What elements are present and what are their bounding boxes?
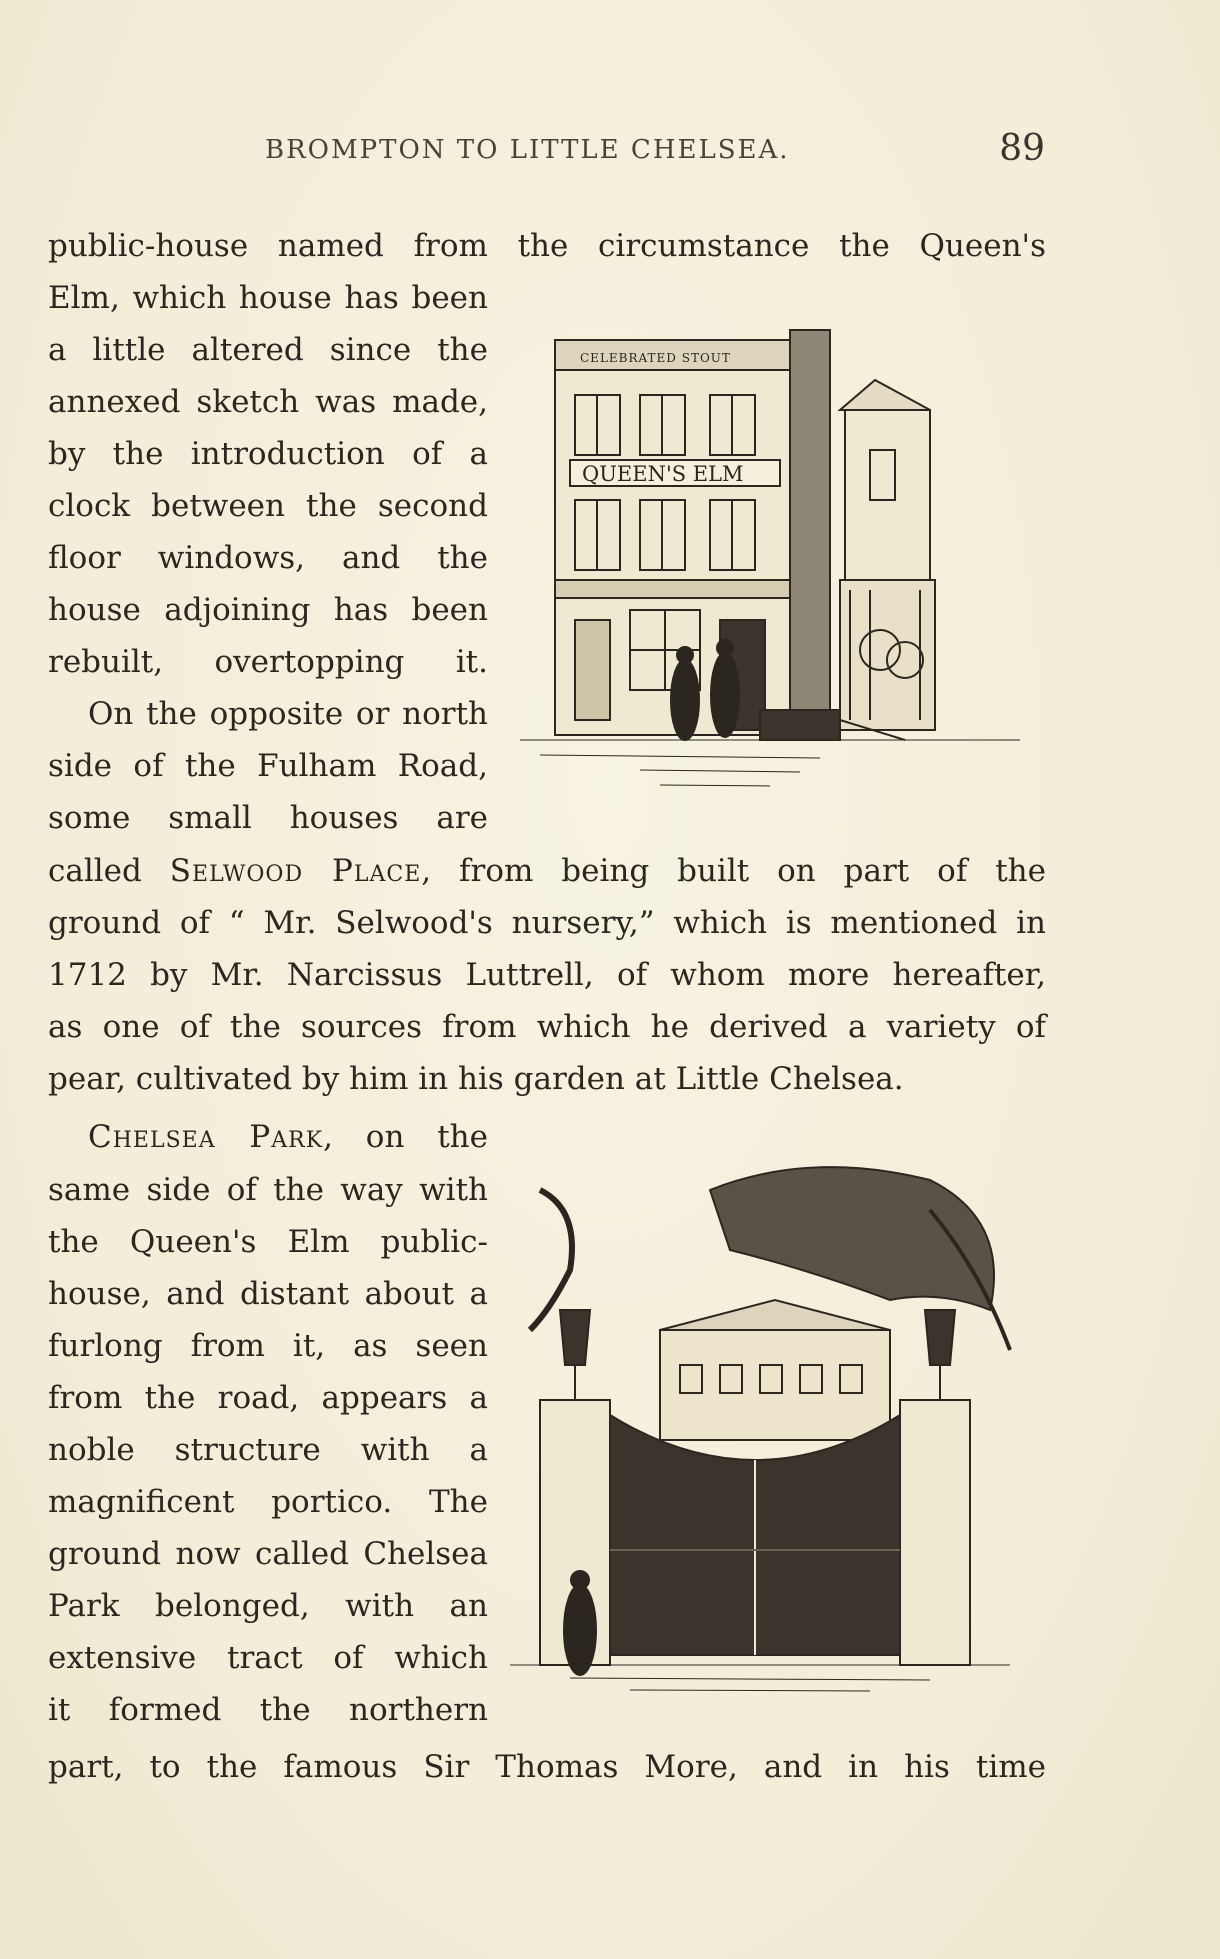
text-line <box>48 845 1046 897</box>
text-line: part, to the famous Sir Thomas More, and in his time <box>48 1749 1046 1785</box>
page-number: 89 <box>999 128 1045 169</box>
text-run: , on the <box>323 1119 488 1155</box>
text-line: annexed sketch was made, <box>48 384 488 420</box>
queens-elm-engraving <box>520 320 1030 800</box>
text-line: the Queen's Elm public- <box>48 1224 488 1260</box>
text-run: called <box>48 853 170 889</box>
text-line: a little altered since the <box>48 332 488 368</box>
text-line: noble structure with a <box>48 1432 488 1468</box>
text-line: house adjoining has been <box>48 592 488 628</box>
text-line: On the opposite or north <box>88 696 488 732</box>
text-line: it formed the northern <box>48 1692 488 1728</box>
text-line: some small houses are <box>48 800 488 836</box>
fascia-sign: CELEBRATED STOUT <box>580 351 731 365</box>
text-line: from the road, appears a <box>48 1380 488 1416</box>
text-line: rebuilt, overtopping it. <box>48 644 488 680</box>
chelsea-park-engraving <box>510 1150 1035 1695</box>
queens-elm-sign: QUEEN'S ELM <box>582 462 744 486</box>
place-name: Chelsea Park <box>88 1119 324 1155</box>
text-line: side of the Fulham Road, <box>48 748 488 784</box>
text-line: public-house named from the circumstance the Queen's <box>48 228 1046 264</box>
text-line: by the introduction of a <box>48 436 488 472</box>
text-line: ground of “ Mr. Selwood's nursery,” which is mentioned in <box>48 905 1046 941</box>
text-line: ground now called Chelsea <box>48 1536 488 1572</box>
text-line: clock between the second <box>48 488 488 524</box>
text-line: 1712 by Mr. Narcissus Luttrell, of whom more hereafter, <box>48 957 1046 993</box>
text-line: Park belonged, with an <box>48 1588 488 1624</box>
text-line: Elm, which house has been <box>48 280 488 316</box>
text-line: house, and distant about a <box>48 1276 488 1312</box>
text-line: as one of the sources from which he derived a variety of <box>48 1009 1046 1045</box>
text-line: magnificent portico. The <box>48 1484 488 1520</box>
text-line: extensive tract of which <box>48 1640 488 1676</box>
text-line: pear, cultivated by him in his garden at Little Chelsea. <box>48 1061 904 1097</box>
text-run: , from being built on part of the <box>421 853 1046 889</box>
running-title: BROMPTON TO LITTLE CHELSEA. <box>265 135 790 165</box>
text-line <box>48 1111 488 1163</box>
text-line: same side of the way with <box>48 1172 488 1208</box>
text-line: furlong from it, as seen <box>48 1328 488 1364</box>
text-line: floor windows, and the <box>48 540 488 576</box>
place-name: Selwood Place <box>169 853 422 889</box>
